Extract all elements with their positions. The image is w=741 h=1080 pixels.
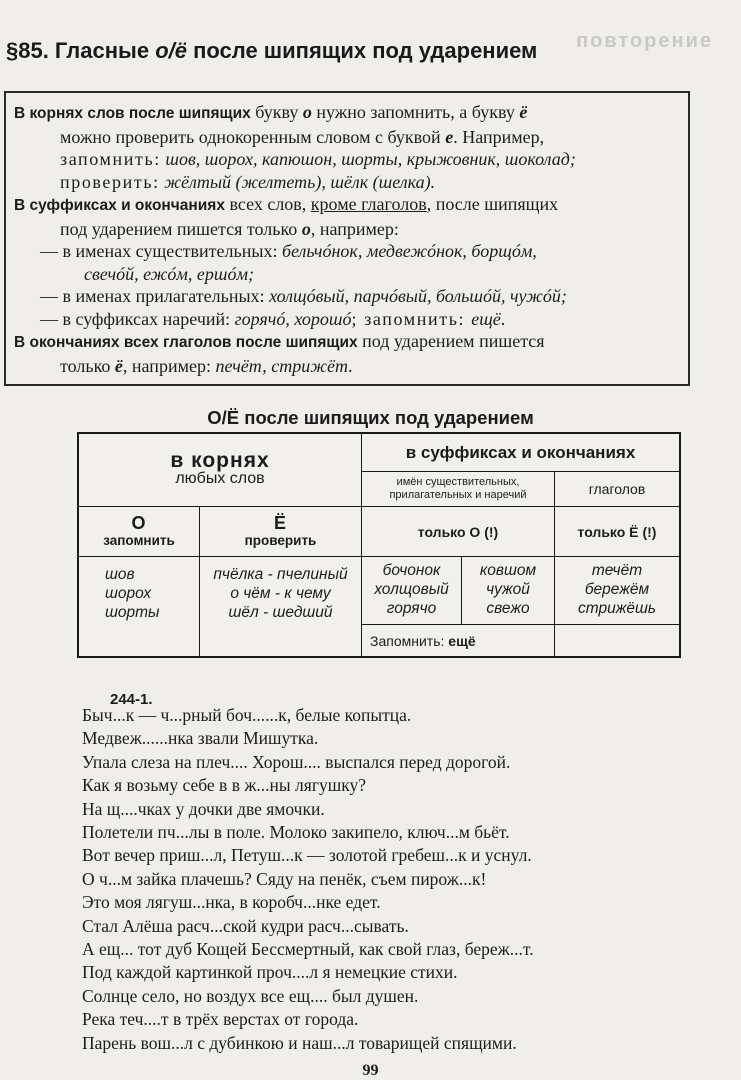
o-remember-cell: О запомнить (79, 506, 199, 556)
rule-box: В корнях слов после шипящих букву о нужно запомнить, а букву ё можно проверить однокоренным словом с буквой е. Например, запомнить: шов, шорох, капюшон, шорты, крыжовник, шоколад; проверить: жёлтый (желтеть), шёлк (шелка). В суффиксах и окончаниях всех слов, кроме глаголов, после шипящих под ударением пишется только о, например: — в именах существительных: бельчóнок, медвежóнок, борщóм, свечóй, ежóм, ершóм; — в именах прилагательных: холщóвый, парчóвый, большóй, чужóй; — в суффиксах наречий: горячó, хорошó; запомнить: ещё. В окончаниях всех глаголов после шипящих под ударением пишется только ё, например: печёт, стрижёт. (4, 91, 690, 386)
rule-roots: В корнях слов после шипящих букву о нужно запомнить, а букву ё (14, 102, 528, 122)
exercise-line: Это моя лягуш...нка, в коробч...нке едет. (82, 892, 381, 913)
only-yo-cell: только Ё (!) (554, 506, 679, 556)
verbs-header: глаголов (554, 471, 679, 506)
exercise-line: Быч...к — ч...рный боч......к, белые копытца. (82, 705, 412, 725)
section-heading: §85. Гласные о/ё после шипящих под ударением (6, 38, 538, 63)
exercise-line: Под каждой картинкой проч....л я немецкие стихи. (82, 962, 458, 983)
exercise-line: Полетели пч...лы в поле. Молоко закипело, ключ...м бьёт. (82, 822, 510, 843)
exercise-line: Река теч....т в трёх верстах от города. (82, 1009, 359, 1030)
exercise-line: На щ....чках у дочки две ямочки. (82, 798, 325, 819)
exercise-line: О ч...м зайка плачешь? Сяду на пенёк, съем пирож...к! (82, 868, 487, 889)
examples-yo: пчёлка - пчелиный о чём - к чему шёл - шедший (199, 556, 361, 656)
nouns-adj-header: имён существительных, прилагательных и наречий (361, 471, 554, 506)
exercise-line: Стал Алёша расч...ской кудри расч...сывать. (82, 915, 409, 936)
roots-header: в корнях любых слов (170, 449, 270, 487)
exercise-line: Вот вечер приш...л, Петуш...к — золотой гребеш...к и уснул. (82, 845, 532, 866)
rule-verbs: В окончаниях всех глаголов после шипящих под ударением пишется (14, 331, 545, 351)
exercise-line: А ещ... тот дуб Кощей Бессмертный, как свой глаз, береж...т. (82, 939, 534, 960)
exercise-line: Солнце село, но воздух все ещ.... был душен. (82, 985, 419, 1006)
page-number: 99 (362, 1062, 379, 1079)
exercise-line: Парень вош...л с дубинкою и наш...л товарищей спящими. (82, 1032, 517, 1053)
only-o-cell: только О (!) (361, 506, 554, 556)
bleed-through-text: повторение (576, 30, 713, 52)
suffix-header: в суффиксах и окончаниях (361, 434, 679, 471)
exercise-line: Упала слеза на плеч.... Хорош.... выспался перед дорогой. (82, 751, 511, 772)
yo-check-cell: Ё проверить (199, 506, 361, 556)
rule-suffixes: В суффиксах и окончаниях всех слов, кроме глаголов, после шипящих (14, 194, 559, 214)
exercise-line: Медвеж......нка звали Мишутка. (82, 728, 319, 749)
remember-cell: Запомнить: ещё (361, 624, 554, 656)
exercise-number: 244-1. (110, 691, 153, 708)
exercise-line: Как я возьму себе в в ж...ны лягушку? (82, 775, 367, 796)
summary-table (77, 432, 681, 658)
examples-o: шов шорох шорты (79, 556, 199, 656)
examples-verbs: течёт бережём стрижёшь (554, 556, 679, 624)
examples-suffix-2: ковшом чужой свежо (461, 556, 554, 624)
remember-empty-cell (554, 624, 679, 656)
table-title: О/Ё после шипящих под ударением (207, 407, 534, 428)
examples-suffix-1: бочонок холщовый горячо (361, 556, 461, 624)
exercise-lines (82, 704, 534, 1055)
